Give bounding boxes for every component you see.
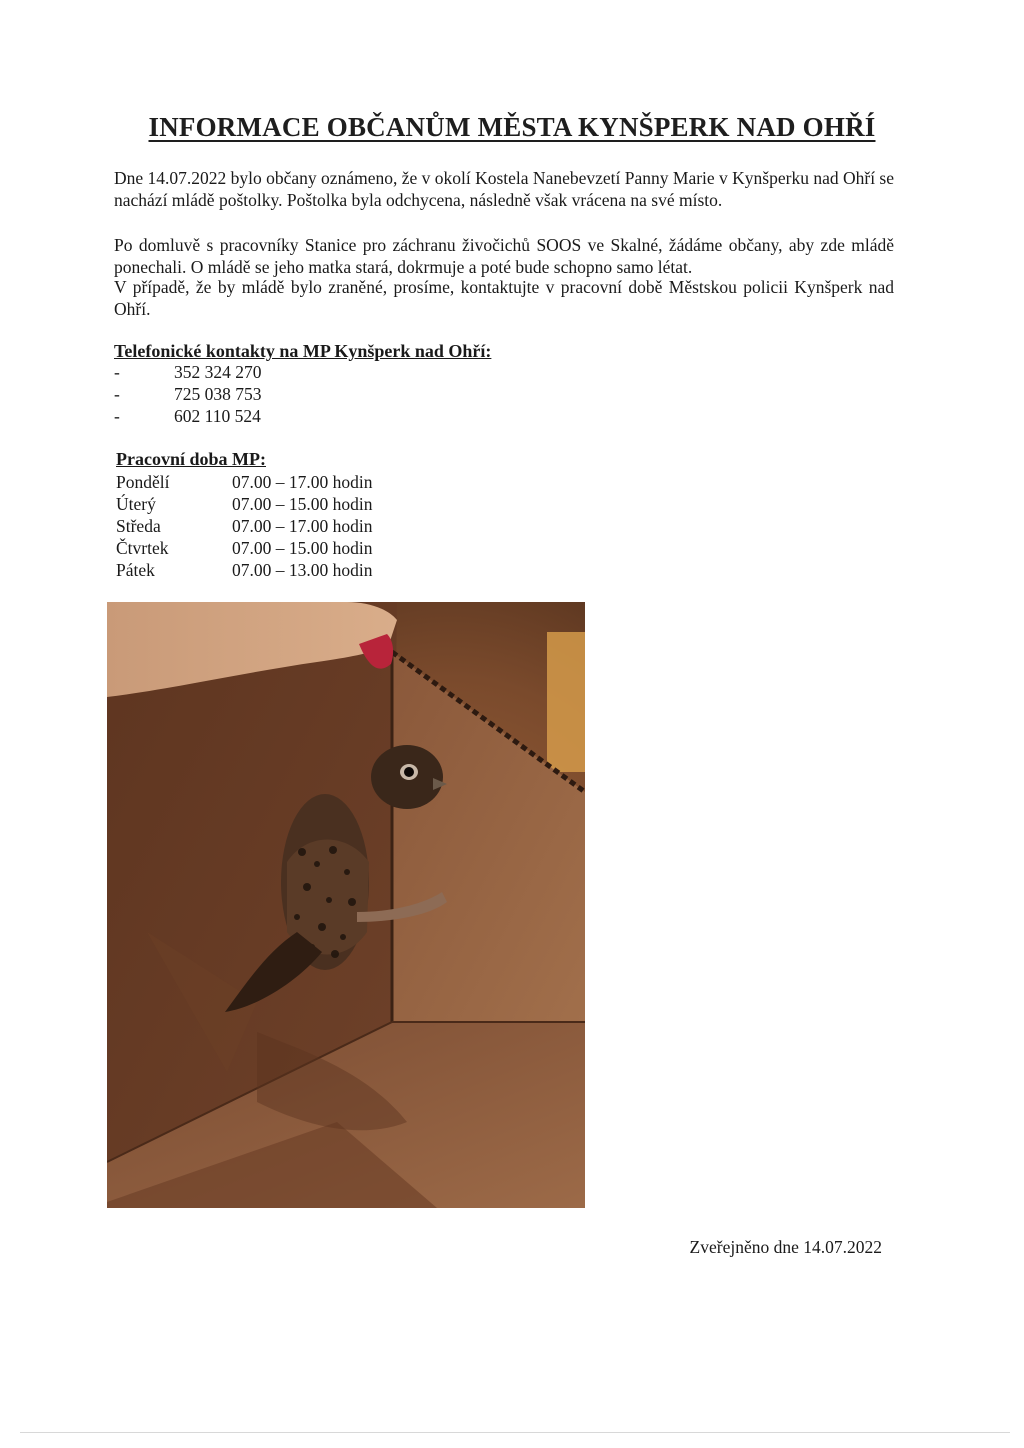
hours-time: 07.00 – 13.00 hodin	[232, 560, 373, 580]
phone-list	[114, 361, 262, 427]
phone-number: 352 324 270	[174, 362, 262, 382]
paragraph-request: Po domluvě s pracovníky Stanice pro záchranu živočichů SOOS ve Skalné, žádáme občany, aby zde mládě ponechali. O mládě se jeho matka stará, dokrmuje a poté bude schopno samo létat.	[114, 235, 894, 277]
hours-time: 07.00 – 17.00 hodin	[232, 472, 373, 492]
hours-time: 07.00 – 15.00 hodin	[232, 538, 373, 558]
hours-day: Čtvrtek	[116, 538, 169, 558]
paragraph-report: Dne 14.07.2022 bylo občany oznámeno, že v okolí Kostela Nanebevzetí Panny Marie v Kynšperku nad Ohří se nachází mládě poštolky. Poštolka byla odchycena, následně však vrácena na své místo.	[114, 168, 895, 210]
hours-row	[116, 559, 373, 581]
contacts-heading: Telefonické kontakty na MP Kynšperk nad Ohří:	[114, 341, 492, 361]
phone-number: 725 038 753	[174, 384, 262, 404]
hours-table	[116, 471, 373, 581]
scan-edge-divider	[20, 1432, 1010, 1433]
bullet-dash: -	[114, 384, 120, 404]
bullet-dash: -	[114, 406, 120, 426]
hours-row	[116, 471, 373, 493]
kestrel-chick-illustration	[107, 602, 585, 1208]
hours-day: Úterý	[116, 494, 156, 514]
hours-day: Pondělí	[116, 472, 170, 492]
hours-row	[116, 493, 373, 515]
hours-time: 07.00 – 17.00 hodin	[232, 516, 373, 536]
phone-item	[114, 405, 262, 427]
hours-row	[116, 537, 373, 559]
hours-day: Středa	[116, 516, 161, 536]
hours-day: Pátek	[116, 560, 155, 580]
bullet-dash: -	[114, 362, 120, 382]
phone-number: 602 110 524	[174, 406, 261, 426]
published-date: Zveřejněno dne 14.07.2022	[689, 1237, 882, 1257]
phone-item	[114, 361, 262, 383]
paragraph-injury-contact: V případě, že by mládě bylo zraněné, prosíme, kontaktujte v pracovní době Městskou policii Kynšperk nad Ohří.	[114, 277, 894, 319]
hours-time: 07.00 – 15.00 hodin	[232, 494, 373, 514]
phone-item	[114, 383, 262, 405]
page-title: INFORMACE OBČANŮM MĚSTA KYNŠPERK NAD OHŘÍ	[148, 112, 876, 142]
hours-heading: Pracovní doba MP:	[116, 449, 266, 469]
kestrel-chick-photo	[107, 602, 585, 1208]
hours-row	[116, 515, 373, 537]
